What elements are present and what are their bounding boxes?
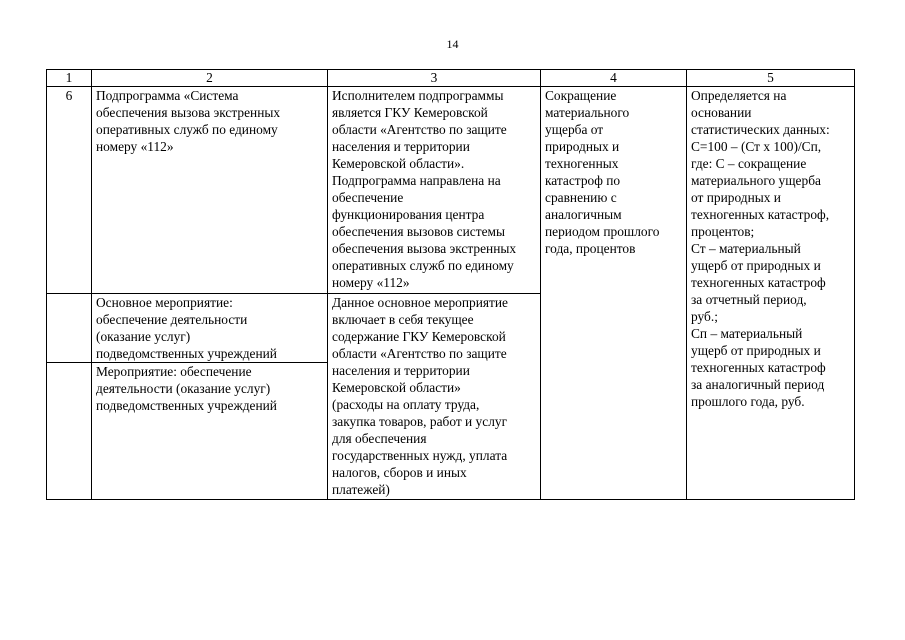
program-table [46, 69, 855, 500]
table-row [47, 87, 855, 294]
subprogram-executor-cell [328, 87, 541, 294]
column-header-3: 3 [328, 70, 541, 87]
column-header-1: 1 [47, 70, 92, 87]
indicator-text: Сокращение материального ущерба от природных и техногенных катастроф по сравнению с аналогичным периодом прошлого года, процентов [545, 88, 660, 256]
column-header-2: 2 [92, 70, 328, 87]
row-number: 6 [65, 88, 73, 103]
main-activity-name: Основное мероприятие: обеспечение деятельности (оказание услуг) подведомственных учреждений [96, 295, 277, 361]
main-activity-description-cell [328, 294, 541, 500]
subprogram-name: Подпрограмма «Система обеспечения вызова экстренных оперативных служб по единому номеру «112» [96, 88, 281, 154]
subprogram-name-cell [92, 87, 328, 294]
activity-name: Мероприятие: обеспечение деятельности (оказание услуг) подведомственных учреждений [96, 364, 277, 413]
page-number: 14 [446, 37, 459, 51]
main-activity-description: Данное основное мероприятие включает в себя текущее содержание ГКУ Кемеровской области «Агентство по защите населения и территории Кемеровской области» (расходы на оплату труда, закупка товаров, работ и услуг для обеспечения государственных нужд, уплата налогов, сборов и иных платежей) [332, 295, 508, 497]
table-header-row [47, 70, 855, 87]
indicator-cell [541, 87, 687, 500]
empty-number-cell [47, 363, 92, 500]
row-number-cell [47, 87, 92, 294]
column-header-5: 5 [687, 70, 855, 87]
calculation-method-cell [687, 87, 855, 500]
main-activity-name-cell [92, 294, 328, 363]
column-header-4: 4 [541, 70, 687, 87]
subprogram-executor: Исполнителем подпрограммы является ГКУ Кемеровской области «Агентство по защите населения и территории Кемеровской области». Подпрограмма направлена на обеспечение функционирования центра обеспечения вызовов системы обеспечения вызова экстренных оперативных служб по единому номеру «112» [332, 88, 517, 290]
activity-name-cell [92, 363, 328, 500]
empty-number-cell [47, 294, 92, 363]
calculation-method-text: Определяется на основании статистических данных: С=100 – (Ст х 100)/Сп, где: С – сокращение материального ущерба от природных и техногенных катастроф, процентов; Ст – материальный ущерб от природных и техногенных катастроф за отчетный период, руб.; Сп – материальный ущерб от природных и техногенных катастроф за аналогичный период прошлого года, руб. [691, 88, 830, 409]
